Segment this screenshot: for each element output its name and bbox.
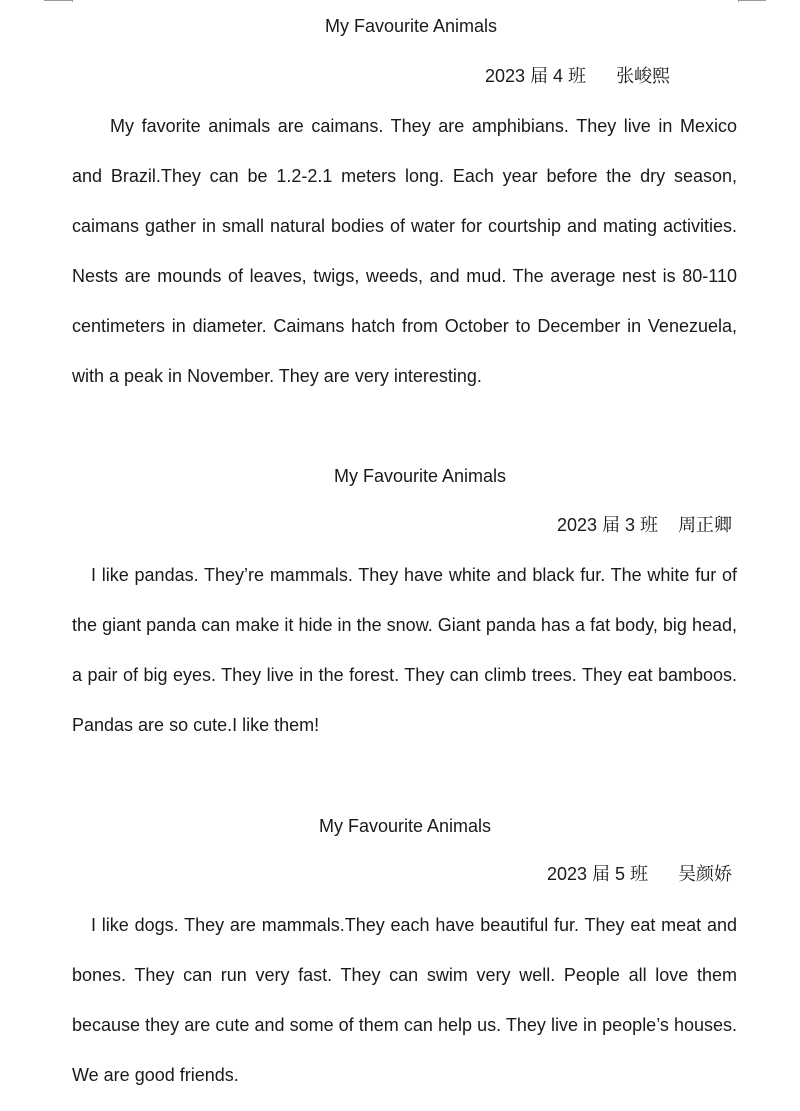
page-corner-mark-right <box>738 0 766 1</box>
essay-1-class-info: 2023 届 4 班 <box>485 66 587 86</box>
essay-3-title: My Favourite Animals <box>318 816 492 836</box>
essay-2-byline <box>557 513 732 537</box>
essay-3-body: I like dogs. They are mammals.They each have beautiful fur. They eat meat and bones. They can run very fast. They can swim very well. People all love them because they are cute and some of them can help us. They live in people’s houses. We are good friends. <box>72 915 737 1085</box>
essay-1-body: My favorite animals are caimans. They are amphibians. They live in Mexico and Brazil.They can be 1.2-2.1 meters long. Each year before the dry season, caimans gather in small natural bodies of water for courtship and mating activities. Nests are mounds of leaves, twigs, weeds, and mud. The average nest is 80-110 centimeters in diameter. Caimans hatch from October to December in Venezuela, with a peak in November. They are very interesting. <box>72 116 737 386</box>
page-corner-mark-left-vertical <box>72 0 73 2</box>
essay-1-author: 张峻熙 <box>616 66 671 86</box>
page-corner-mark-right-vertical <box>738 0 739 2</box>
essay-1-byline <box>485 64 670 88</box>
essay-3-byline <box>547 862 732 886</box>
essay-2-class-info: 2023 届 3 班 <box>557 515 659 535</box>
essay-3-author: 吴颜娇 <box>678 864 733 884</box>
essay-2-body: I like pandas. They’re mammals. They have white and black fur. The white fur of the giant panda can make it hide in the snow. Giant panda has a fat body, big head, a pair of big eyes. They live in the forest. They can climb trees. They eat bamboos. Pandas are so cute.I like them! <box>72 565 737 735</box>
essay-2-title: My Favourite Animals <box>333 466 507 486</box>
page-corner-mark-left <box>44 0 72 1</box>
essay-1-title: My Favourite Animals <box>324 16 498 36</box>
essay-2-author: 周正卿 <box>678 515 733 535</box>
essay-3-class-info: 2023 届 5 班 <box>547 864 649 884</box>
